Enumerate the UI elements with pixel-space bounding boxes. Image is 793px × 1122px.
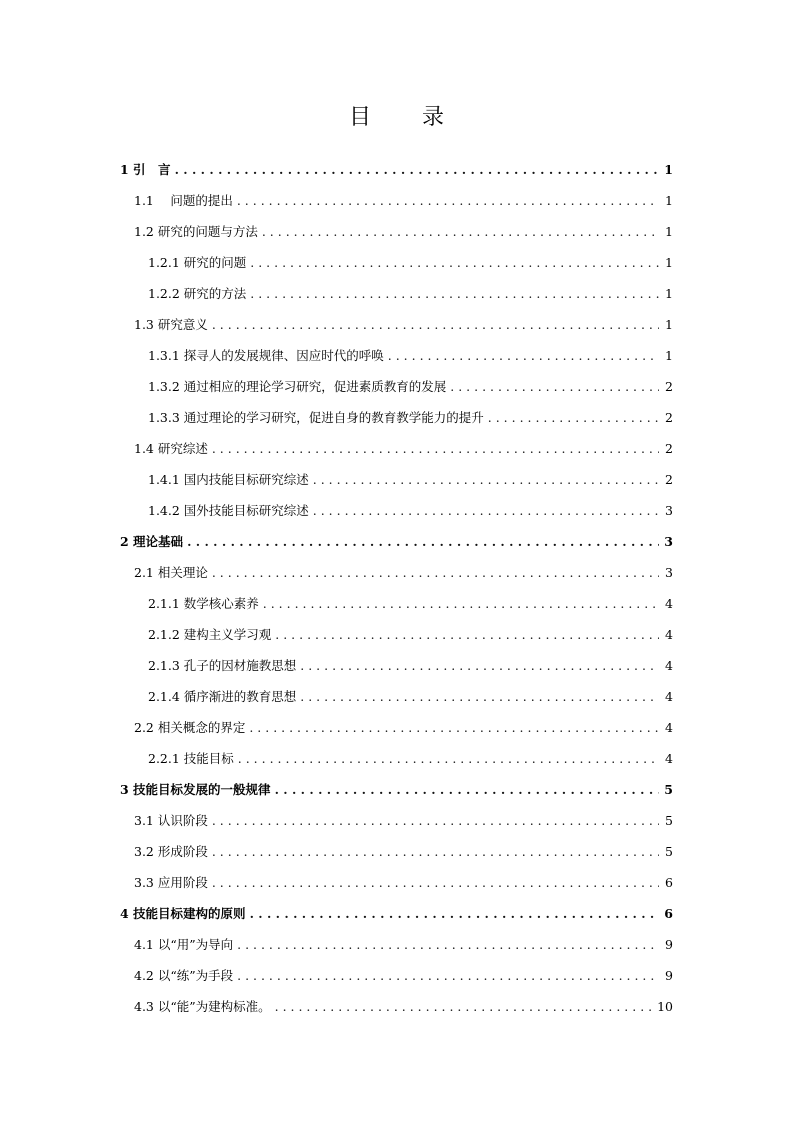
toc-dot-leader xyxy=(212,439,659,459)
toc-entry-label: 1.1 问题的提出 xyxy=(134,193,233,208)
toc-entry-label: 2.1 相关理论 xyxy=(134,565,208,580)
toc-entry[interactable] xyxy=(148,625,673,645)
toc-entry-label: 2.1.4 循序渐进的教育思想 xyxy=(148,689,297,704)
toc-page-number: 10 xyxy=(657,999,673,1014)
toc-dot-leader xyxy=(250,904,659,924)
toc-page-number: 4 xyxy=(665,658,673,673)
toc-page-number: 2 xyxy=(665,472,673,487)
toc-entry-label: 1.2.1 研究的问题 xyxy=(148,255,247,270)
toc-entry[interactable] xyxy=(134,935,673,955)
toc-page-number: 3 xyxy=(665,503,673,518)
toc-page-number: 5 xyxy=(665,844,673,859)
toc-entry[interactable] xyxy=(148,470,673,490)
toc-entry[interactable] xyxy=(134,563,673,583)
toc-dot-leader xyxy=(275,780,659,800)
toc-page-number: 5 xyxy=(665,813,673,828)
toc-entry-label: 1.3.3 通过理论的学习研究，促进自身的教育教学能力的提升 xyxy=(148,410,484,425)
toc-page-number: 1 xyxy=(665,317,673,332)
toc-dot-leader xyxy=(212,315,659,335)
toc-dot-leader xyxy=(212,811,659,831)
toc-entry-label: 1.4 研究综述 xyxy=(134,441,208,456)
toc-entry[interactable] xyxy=(134,718,673,738)
toc-dot-leader xyxy=(275,997,653,1017)
toc-entry-label: 2.1.3 孔子的因材施教思想 xyxy=(148,658,297,673)
toc-dot-leader xyxy=(249,718,659,738)
toc-entry[interactable] xyxy=(148,687,673,707)
toc-page-number: 1 xyxy=(665,286,673,301)
toc-entry-label: 2.2 相关概念的界定 xyxy=(134,720,246,735)
toc-page-number: 2 xyxy=(665,379,673,394)
toc-page-number: 1 xyxy=(665,224,673,239)
toc-page-number: 6 xyxy=(665,875,673,890)
toc-dot-leader xyxy=(450,377,659,397)
toc-entry[interactable] xyxy=(134,315,673,335)
toc-page-number: 1 xyxy=(665,348,673,363)
toc-dot-leader xyxy=(263,594,659,614)
toc-dot-leader xyxy=(388,346,659,366)
toc-dot-leader xyxy=(237,191,659,211)
toc-page-number: 5 xyxy=(664,782,673,797)
toc-entry-label: 4.2 以“练”为手段 xyxy=(134,968,234,983)
toc-dot-leader xyxy=(313,470,659,490)
toc-dot-leader xyxy=(212,842,659,862)
toc-dot-leader xyxy=(250,284,659,304)
toc-entry-label: 2.2.1 技能目标 xyxy=(148,751,234,766)
toc-dot-leader xyxy=(237,935,659,955)
toc-entry-label: 4.1 以“用”为导向 xyxy=(134,937,234,952)
toc-entry-label: 4.3 以“能”为建构标准。 xyxy=(134,999,271,1014)
toc-page-number: 2 xyxy=(665,441,673,456)
toc-entry-label: 3.3 应用阶段 xyxy=(134,875,208,890)
toc-entry[interactable] xyxy=(148,377,673,397)
toc-entry-label: 3.1 认识阶段 xyxy=(134,813,208,828)
toc-page-number: 1 xyxy=(664,162,673,177)
toc-dot-leader xyxy=(488,408,659,428)
toc-entry[interactable] xyxy=(148,656,673,676)
toc-entry-label: 3 技能目标发展的一般规律 xyxy=(120,782,271,797)
toc-entry[interactable] xyxy=(120,160,673,180)
toc-page-number: 3 xyxy=(665,565,673,580)
toc-title: 目 录 xyxy=(349,105,466,130)
toc-dot-leader xyxy=(212,873,659,893)
toc-entry-label: 4 技能目标建构的原则 xyxy=(120,906,246,921)
toc-entry[interactable] xyxy=(148,284,673,304)
toc-entry[interactable] xyxy=(134,997,673,1017)
toc-entry-label: 3.2 形成阶段 xyxy=(134,844,208,859)
toc-entry-label: 1.3.2 通过相应的理论学习研究，促进素质教育的发展 xyxy=(148,379,447,394)
toc-entry[interactable] xyxy=(134,842,673,862)
toc-entry[interactable] xyxy=(134,873,673,893)
toc-dot-leader xyxy=(237,966,659,986)
toc-entry[interactable] xyxy=(120,904,673,924)
toc-entry-label: 1.2 研究的问题与方法 xyxy=(134,224,258,239)
toc-entry[interactable] xyxy=(148,408,673,428)
toc-page-number: 3 xyxy=(664,534,673,549)
toc-dot-leader xyxy=(262,222,659,242)
toc-entry[interactable] xyxy=(148,346,673,366)
toc-entry-label: 1.3 研究意义 xyxy=(134,317,208,332)
toc-entry[interactable] xyxy=(134,191,673,211)
toc-page-number: 2 xyxy=(665,410,673,425)
toc-page-number: 9 xyxy=(665,937,673,952)
toc-dot-leader xyxy=(300,656,659,676)
toc-entry[interactable] xyxy=(148,253,673,273)
toc-page-number: 4 xyxy=(665,596,673,611)
toc-entry-label: 1.4.2 国外技能目标研究综述 xyxy=(148,503,309,518)
toc-dot-leader xyxy=(175,160,659,180)
toc-entry[interactable] xyxy=(134,439,673,459)
toc-page-number: 1 xyxy=(665,255,673,270)
toc-entry-label: 2.1.1 数学核心素养 xyxy=(148,596,259,611)
toc-dot-leader xyxy=(212,563,659,583)
toc-entry-label: 2 理论基础 xyxy=(120,534,184,549)
toc-entry[interactable] xyxy=(120,532,673,552)
toc-dot-leader xyxy=(238,749,659,769)
toc-dot-leader xyxy=(300,687,659,707)
toc-entry[interactable] xyxy=(148,594,673,614)
toc-dot-leader xyxy=(313,501,659,521)
toc-page-number: 4 xyxy=(665,689,673,704)
toc-entry[interactable] xyxy=(148,501,673,521)
toc-entry-label: 1.2.2 研究的方法 xyxy=(148,286,247,301)
toc-page-number: 1 xyxy=(665,193,673,208)
toc-entry-label: 1.3.1 探寻人的发展规律、因应时代的呼唤 xyxy=(148,348,384,363)
toc-entry[interactable] xyxy=(134,966,673,986)
toc-entry-label: 1.4.1 国内技能目标研究综述 xyxy=(148,472,309,487)
toc-dot-leader xyxy=(250,253,659,273)
toc-page-number: 6 xyxy=(664,906,673,921)
toc-entry-label: 1 引 言 xyxy=(120,162,171,177)
toc-page-number: 4 xyxy=(665,627,673,642)
toc-entry[interactable] xyxy=(134,222,673,242)
toc-page-number: 4 xyxy=(665,720,673,735)
toc-entry-label: 2.1.2 建构主义学习观 xyxy=(148,627,272,642)
toc-dot-leader xyxy=(275,625,659,645)
toc-entry[interactable] xyxy=(148,749,673,769)
toc-entry[interactable] xyxy=(134,811,673,831)
toc-page-number: 9 xyxy=(665,968,673,983)
toc-page-number: 4 xyxy=(665,751,673,766)
toc-entry[interactable] xyxy=(120,780,673,800)
toc-dot-leader xyxy=(187,532,659,552)
